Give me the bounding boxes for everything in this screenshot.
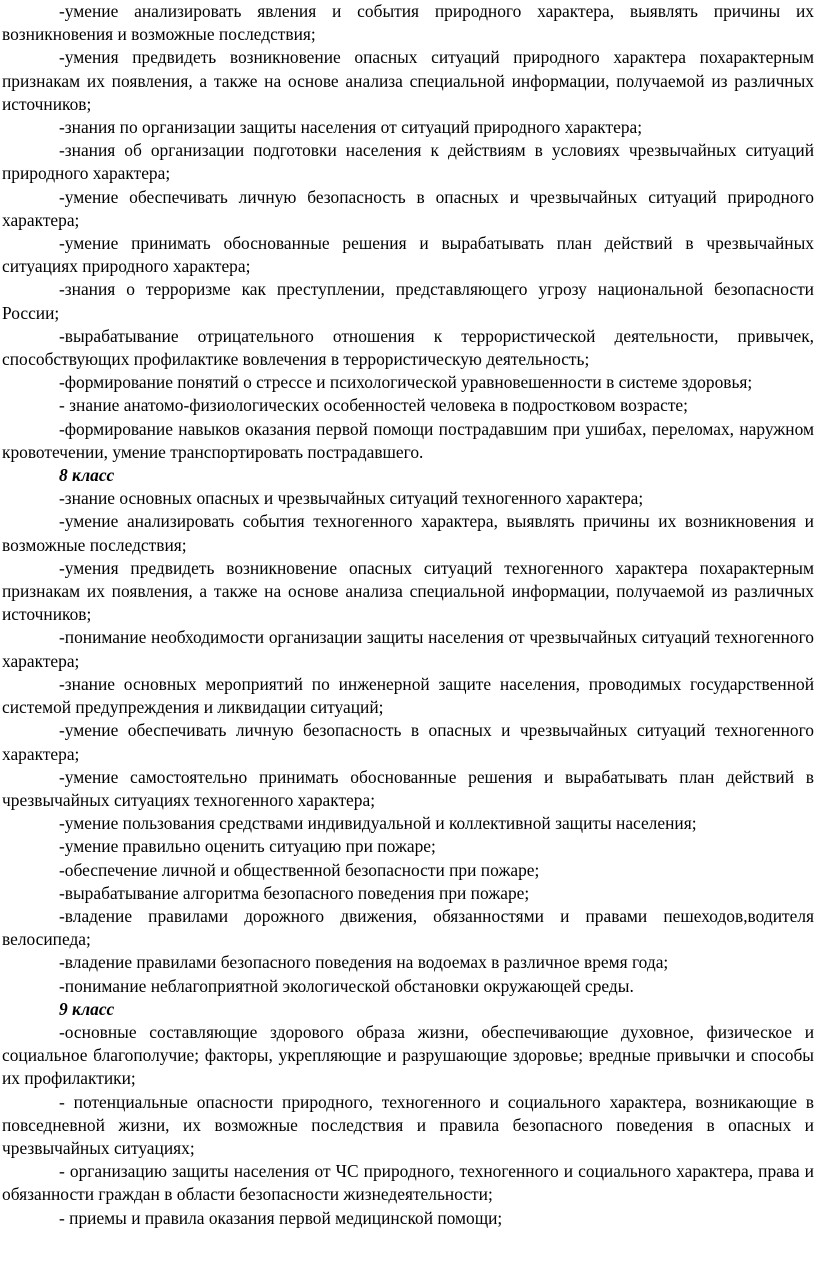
paragraph: - приемы и правила оказания первой медицинской помощи; bbox=[59, 1207, 503, 1228]
paragraph: -умение анализировать явления и события природного характера, выявлять причины их возникновения и возможные последствия; bbox=[2, 1, 814, 45]
paragraph: -владение правилами безопасного поведения на водоемах в различное время года; bbox=[59, 952, 669, 973]
paragraph: -понимание необходимости организации защиты населения от чрезвычайных ситуаций техногенного характера; bbox=[2, 627, 814, 671]
paragraph: - потенциальные опасности природного, техногенного и социального характера, возникающие в повседневной жизни, их возможные последствия и правила безопасного поведения в опасных и чрезвычайных ситуациях; bbox=[2, 1091, 814, 1158]
paragraph: -вырабатывание отрицательного отношения к террористической деятельности, привычек, способствующих профилактике вовлечения в террористическую деятельность; bbox=[2, 325, 814, 370]
paragraph: -знание основных мероприятий по инженерной защите населения, проводимых государственной системой предупреждения и ликвидации ситуаций; bbox=[2, 673, 814, 718]
paragraph: -знания об организации подготовки населения к действиям в условиях чрезвычайных ситуаций природного характера; bbox=[2, 140, 814, 184]
paragraph: -умения предвидеть возникновение опасных ситуаций техногенного характера похарактерным признакам их появления, а также на основе анализа специальной информации, получаемой из различных источников; bbox=[2, 557, 814, 625]
paragraph: -знание основных опасных и чрезвычайных ситуаций техногенного характера; bbox=[59, 488, 644, 509]
paragraph: -понимание неблагоприятной экологической обстановки окружающей среды. bbox=[59, 975, 634, 996]
paragraph: -знания о терроризме как преступлении, представляющего угрозу национальной безопасности России; bbox=[2, 279, 814, 323]
paragraph: -умение обеспечивать личную безопасность в опасных и чрезвычайных ситуаций техногенного характера; bbox=[2, 720, 814, 764]
paragraph: -умение самостоятельно принимать обоснованные решения и вырабатывать план действий в чрезвычайных ситуациях техногенного характера; bbox=[2, 766, 814, 810]
paragraph: -умение обеспечивать личную безопасность в опасных и чрезвычайных ситуаций природного характера; bbox=[2, 186, 814, 230]
paragraph: -обеспечение личной и общественной безопасности при пожаре; bbox=[59, 859, 540, 880]
section-heading-grade-9: 9 класс bbox=[59, 998, 115, 1019]
paragraph: -знания по организации защиты населения от ситуаций природного характера; bbox=[59, 117, 643, 138]
paragraph: -умение принимать обоснованные решения и вырабатывать план действий в чрезвычайных ситуациях природного характера; bbox=[2, 233, 814, 277]
paragraph: -формирование навыков оказания первой помощи пострадавшим при ушибах, переломах, наружном кровотечении, умение транспортировать пострадавшего. bbox=[2, 418, 814, 462]
paragraph: -умение правильно оценить ситуацию при пожаре; bbox=[59, 836, 436, 857]
paragraph: -умение пользования средствами индивидуальной и коллективной защиты населения; bbox=[59, 813, 697, 834]
paragraph: -формирование понятий о стрессе и психологической уравновешенности в системе здоровья; bbox=[59, 372, 753, 393]
section-heading-grade-8: 8 класс bbox=[59, 465, 115, 486]
paragraph: -вырабатывание алгоритма безопасного поведения при пожаре; bbox=[59, 882, 530, 903]
paragraph: -основные составляющие здорового образа жизни, обеспечивающие духовное, физическое и социальное благополучие; факторы, укрепляющие и разрушающие здоровье; вредные привычки и способы их профилактики; bbox=[2, 1021, 814, 1089]
paragraph: - знание анатомо-физиологических особенностей человека в подростковом возрасте; bbox=[59, 395, 688, 416]
paragraph: -умение анализировать события техногенного характера, выявлять причины их возникновения и возможные последствия; bbox=[2, 511, 814, 555]
paragraph: -владение правилами дорожного движения, обязанностями и правами пешеходов,водителя велосипеда; bbox=[2, 905, 814, 950]
paragraph: -умения предвидеть возникновение опасных ситуаций природного характера похарактерным признакам их появления, а также на основе анализа специальной информации, получаемой из различных источников; bbox=[2, 47, 814, 114]
paragraph: - организацию защиты населения от ЧС природного, техногенного и социального характера, права и обязанности граждан в области безопасности жизнедеятельности; bbox=[2, 1161, 814, 1205]
